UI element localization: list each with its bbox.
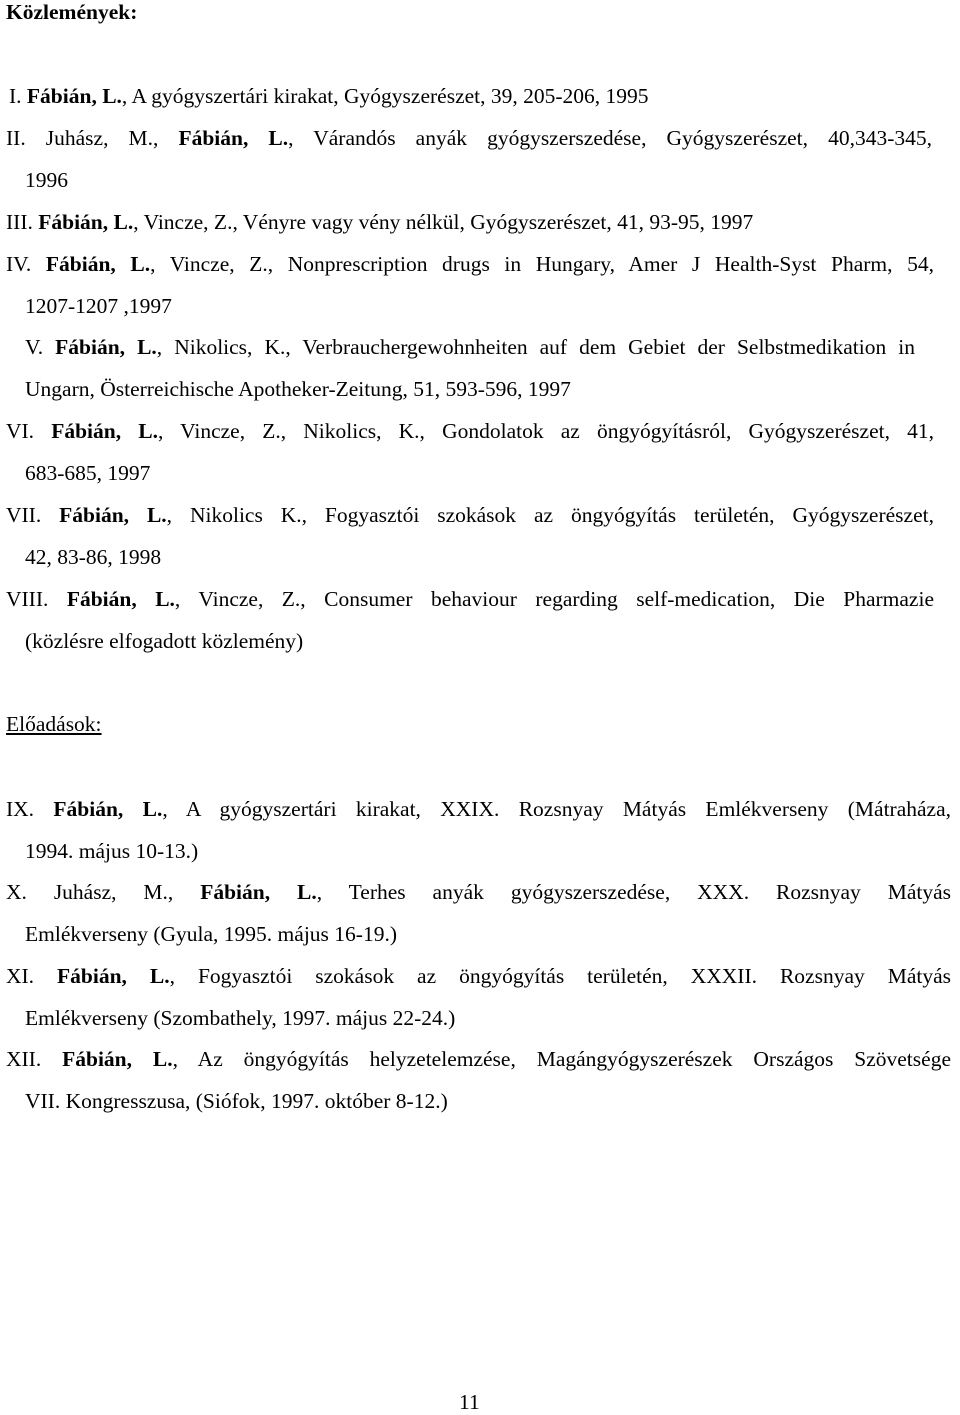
entry-text: 1996 [25,168,68,192]
entry-text: 1207-1207 ,1997 [25,294,172,318]
entry-text: XII. [6,1047,63,1071]
entry-text: 683-685, 1997 [25,461,151,485]
entry-line [6,126,932,151]
entry-line [25,377,571,402]
entry-text: I. [9,84,27,108]
entry-text: VIII. [6,587,67,611]
entry-text: VI. [6,419,52,443]
entry-line [25,922,397,947]
entry-text: , Nikolics, K., Verbrauchergewohnheiten auf dem Gebiet der Selbstmedikation in [156,335,915,359]
entry-line [6,880,951,905]
entry-text: , Vincze, Z., Nonprescription drugs in Hungary, Amer J Health-Syst Pharm, 54, [150,252,934,276]
entry-line [25,168,68,193]
entry-text: , Vincze, Z., Consumer behaviour regarding self-medication, Die Pharmazie [174,587,934,611]
entry-text: , Vincze, Z., Nikolics, K., Gondolatok az öngyógyításról, Gyógyszerészet, 41, [157,419,934,443]
author-name-bold: Fábián, L. [59,503,167,527]
entry-text: II. Juhász, M., [6,126,179,150]
entry-line [25,1006,455,1031]
entry-line [25,839,198,864]
entry-text: Emlékverseny (Gyula, 1995. május 16-19.) [25,922,397,946]
entry-text: , Vincze, Z., Vényre vagy vény nélkül, Gyógyszerészet, 41, 93-95, 1997 [133,210,754,234]
entry-text: , Várandós anyák gyógyszerszedése, Gyógyszerészet, 40,343-345, [288,126,932,150]
entry-line [6,1047,951,1072]
entry-line [6,503,934,528]
entry-text: V. [25,335,56,359]
author-name-bold: Fábián, L. [51,419,158,443]
entry-text: 42, 83-86, 1998 [25,545,162,569]
entry-text: 1994. május 10-13.) [25,839,199,863]
author-name-bold: Fábián, L. [57,964,170,988]
entry-line [25,545,161,570]
author-name-bold: Fábián, L. [38,210,134,234]
entry-text: XI. [6,964,58,988]
author-name-bold: Fábián, L. [55,335,157,359]
author-name-bold: Fábián, L. [62,1047,173,1071]
entry-line [25,629,303,654]
entry-text: , Az öngyógyítás helyzetelemzése, Magángyógyszerészek Országos Szövetsége [172,1047,951,1071]
entry-line [6,964,951,989]
entry-line [25,335,915,360]
entry-text: (közlésre elfogadott közlemény) [25,629,304,653]
entry-text: , A gyógyszertári kirakat, XXIX. Rozsnyay Mátyás Emlékverseny (Mátraháza, [162,797,951,821]
entry-text: III. [6,210,39,234]
entry-text: , Terhes anyák gyógyszerszedése, XXX. Rozsnyay Mátyás [316,880,951,904]
entry-line [9,84,649,109]
entry-line [6,210,753,235]
entry-text: , Fogyasztói szokások az öngyógyítás területén, XXXII. Rozsnyay Mátyás [169,964,951,988]
entry-line [6,252,934,277]
author-name-bold: Fábián, L. [200,880,317,904]
section-heading-presentations: Előadások: [6,712,102,736]
entry-text: Emlékverseny (Szombathely, 1997. május 22-24.) [25,1006,456,1030]
entry-line [25,461,150,486]
entry-text: , Nikolics K., Fogyasztói szokások az öngyógyítás területén, Gyógyszerészet, [166,503,934,527]
author-name-bold: Fábián, L. [178,126,289,150]
entry-text: VII. [6,503,60,527]
page-number: 11 [459,1390,480,1414]
author-name-bold: Fábián, L. [45,252,151,276]
entry-text: IX. [6,797,54,821]
entry-line [25,294,172,319]
section-heading-publications: Közlemények: [6,0,138,24]
author-name-bold: Fábián, L. [53,797,163,821]
entry-text: IV. [6,252,46,276]
author-name-bold: Fábián, L. [26,84,122,108]
entry-line [6,419,934,444]
entry-text: X. Juhász, M., [6,880,201,904]
entry-line [6,587,934,612]
entry-line [25,1089,448,1114]
entry-text: Ungarn, Österreichische Apotheker-Zeitung, 51, 593-596, 1997 [25,377,571,401]
entry-line [6,797,951,822]
entry-text: VII. Kongresszusa, (Siófok, 1997. október 8-12.) [25,1089,448,1113]
entry-text: , A gyógyszertári kirakat, Gyógyszerészet, 39, 205-206, 1995 [121,84,649,108]
author-name-bold: Fábián, L. [66,587,175,611]
